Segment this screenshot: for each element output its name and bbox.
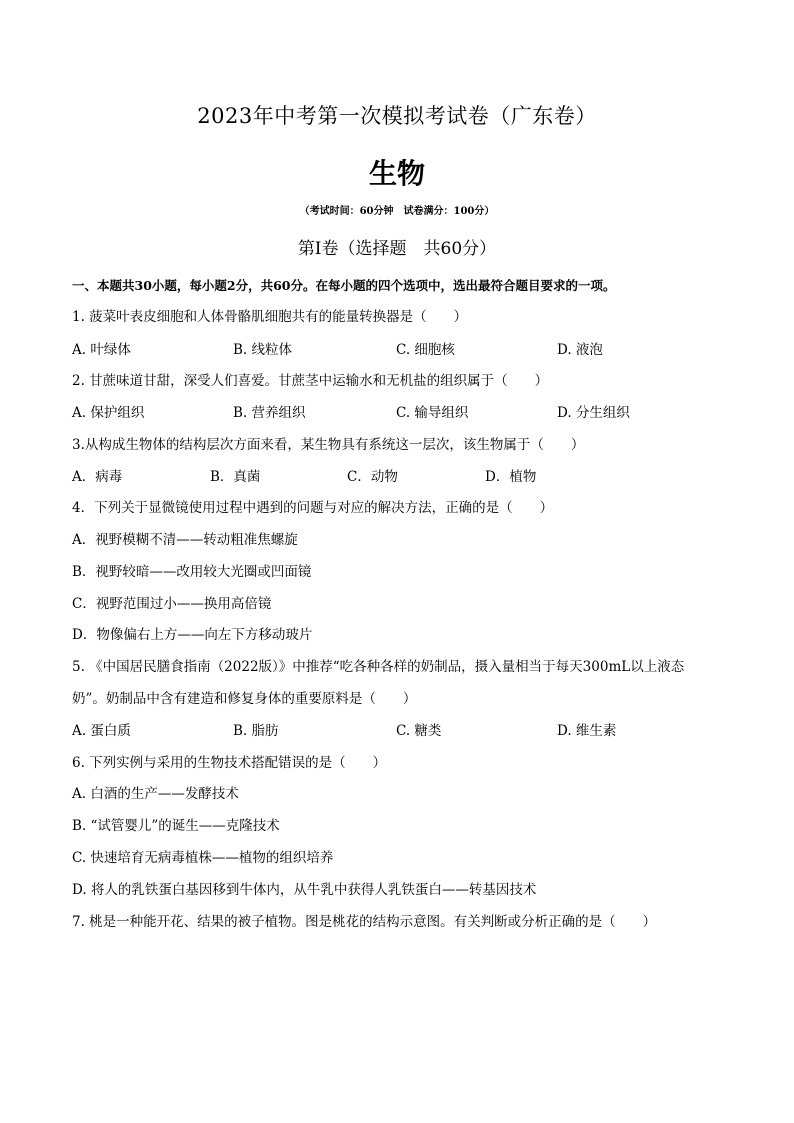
question-5-stem-line-1: 5. 《中国居民膳食指南（2022版）》中推荐“吃各种各样的奶制品，摄入量相当于每天300mL以上液态 [72,659,685,675]
question-5-option-c: C. 糖类 [396,723,442,739]
question-4-option-a: A．视野模糊不清——转动粗准焦螺旋 [72,532,298,548]
exam-title: 2023年中考第一次模拟考试卷（广东卷） [197,104,597,128]
question-6-option-d: D. 将人的乳铁蛋白基因移到牛体内，从牛乳中获得人乳铁蛋白——转基因技术 [72,882,537,898]
section-title: 第Ⅰ卷（选择题 共60分） [297,239,497,259]
question-3-option-b: B．真菌 [210,469,261,485]
question-3-option-a: A．病毒 [72,469,123,485]
question-3-option-d: D．植物 [485,469,537,485]
question-4-stem: 4．下列关于显微镜使用过程中遇到的问题与对应的解决方法，正确的是（ ） [72,500,554,516]
section-instruction: 一、本题共30小题，每小题2分，共60分。在每小题的四个选项中，选出最符合题目要求的一项。 [72,278,616,293]
question-6-stem: 6. 下列实例与采用的生物技术搭配错误的是（ ） [72,755,387,771]
question-5-option-b: B. 脂肪 [233,723,279,739]
question-1-option-a: A. 叶绿体 [72,342,131,358]
exam-info: （考试时间：60分钟 试卷满分：100分） [299,206,495,217]
question-1-option-b: B. 线粒体 [233,342,293,358]
question-4-option-c: C．视野范围过小——换用高倍镜 [72,596,272,612]
subject-title: 生物 [368,157,425,190]
question-3-option-c: C．动物 [347,469,398,485]
question-5-stem-line-2: 奶”。奶制品中含有建造和修复身体的重要原料是（ ） [72,691,417,707]
question-2-option-c: C. 输导组织 [396,405,469,421]
question-5-option-d: D. 维生素 [557,723,617,739]
question-6-option-a: A. 白酒的生产——发酵技术 [72,786,239,802]
question-2-option-d: D. 分生组织 [557,405,630,421]
question-7-stem: 7. 桃是一种能开花、结果的被子植物。图是桃花的结构示意图。有关判断或分析正确的是（ ） [72,914,657,930]
question-1-option-d: D. 液泡 [557,342,603,358]
question-2-option-b: B. 营养组织 [233,405,306,421]
question-1-option-c: C. 细胞核 [396,342,455,358]
question-1-stem: 1. 菠菜叶表皮细胞和人体骨骼肌细胞共有的能量转换器是（ ） [72,309,468,325]
question-6-option-b: B. “试管婴儿”的诞生——克隆技术 [72,818,280,834]
question-4-option-b: B．视野较暗——改用较大光圈或凹面镜 [72,564,312,580]
question-3-stem: 3.从构成生物体的结构层次方面来看，某生物具有系统这一层次，该生物属于（ ） [72,437,585,453]
question-6-option-c: C. 快速培育无病毒植株——植物的组织培养 [72,850,334,866]
question-5-option-a: A. 蛋白质 [72,723,131,739]
question-4-option-d: D．物像偏右上方——向左下方移动玻片 [72,627,313,643]
question-2-stem: 2. 甘蔗味道甘甜，深受人们喜爱。甘蔗茎中运输水和无机盐的组织属于（ ） [72,373,549,389]
question-2-option-a: A. 保护组织 [72,405,145,421]
